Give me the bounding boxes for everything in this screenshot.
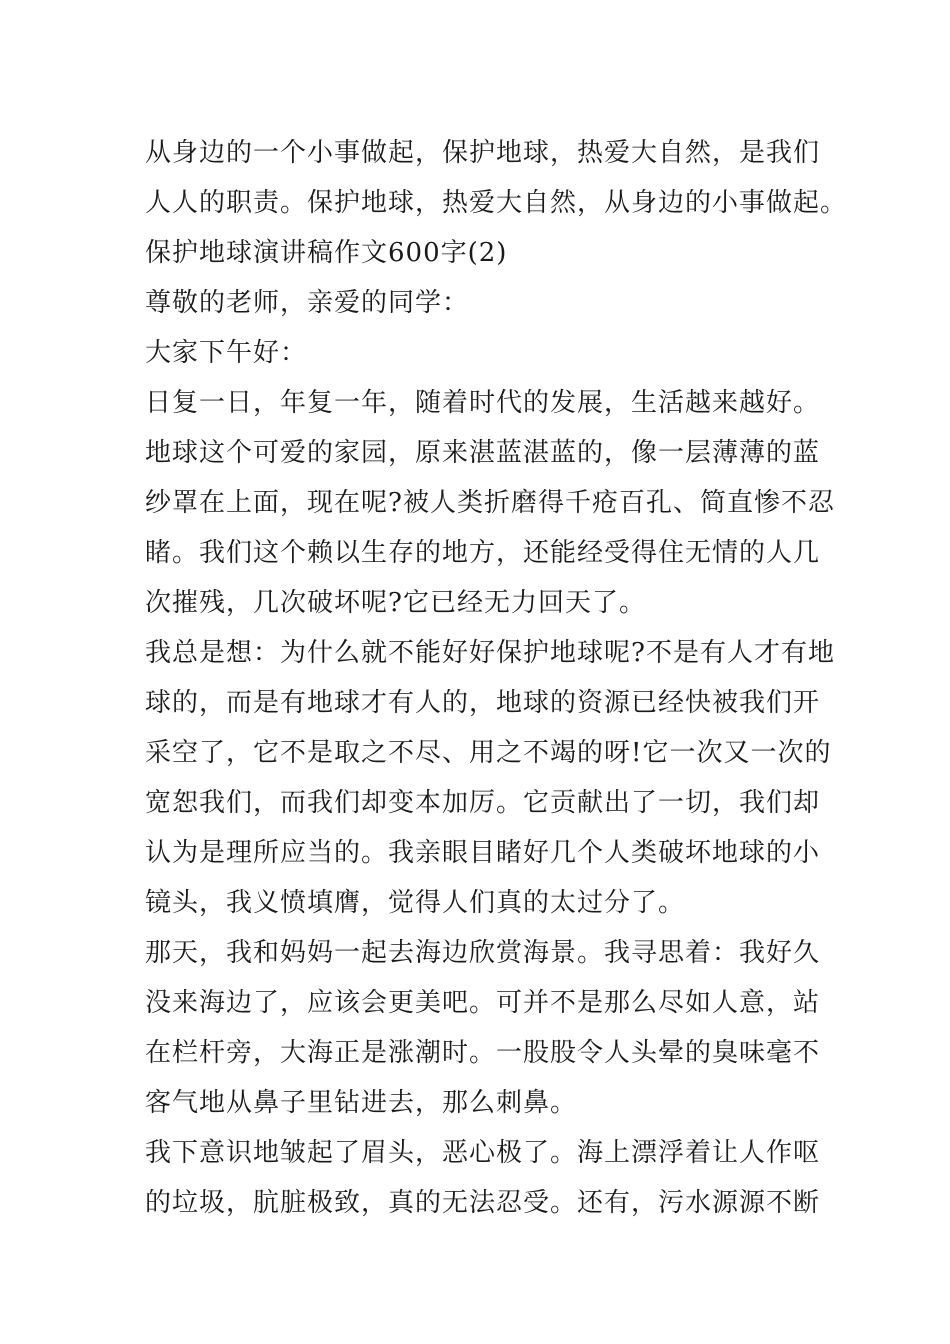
section-title: 保护地球演讲稿作文600字(2) (145, 238, 508, 268)
paragraph-line: 客气地从鼻子里钻进去，那么刺鼻。 (145, 1088, 578, 1118)
paragraph-line: 没来海边了，应该会更美吧。可并不是那么尽如人意，站 (145, 988, 821, 1018)
paragraph-line: 的垃圾，肮脏极致，真的无法忍受。还有，污水源源不断 (145, 1188, 821, 1218)
paragraph-line: 我下意识地皱起了眉头，恶心极了。海上漂浮着让人作呕 (145, 1138, 821, 1168)
paragraph-line: 从身边的一个小事做起，保护地球，热爱大自然，是我们 (145, 138, 821, 168)
paragraph-line: 日复一日，年复一年，随着时代的发展，生活越来越好。 (145, 388, 821, 418)
paragraph-line: 镜头，我义愤填膺，觉得人们真的太过分了。 (145, 888, 686, 918)
paragraph-line: 睹。我们这个赖以生存的地方，还能经受得住无情的人几 (145, 538, 821, 568)
document-body (145, 128, 848, 1228)
greeting: 大家下午好： (145, 338, 308, 368)
paragraph-line: 在栏杆旁，大海正是涨潮时。一股股令人头晕的臭味毫不 (145, 1038, 821, 1068)
paragraph-line: 纱罩在上面，现在呢?被人类折磨得千疮百孔、简直惨不忍 (145, 488, 835, 518)
paragraph-line: 宽恕我们，而我们却变本加厉。它贡献出了一切，我们却 (145, 788, 821, 818)
paragraph-line: 认为是理所应当的。我亲眼目睹好几个人类破坏地球的小 (145, 838, 821, 868)
salutation: 尊敬的老师，亲爱的同学： (145, 288, 470, 318)
paragraph-line: 球的，而是有地球才有人的，地球的资源已经快被我们开 (145, 688, 821, 718)
paragraph-line: 次摧残，几次破坏呢?它已经无力回天了。 (145, 588, 646, 618)
paragraph-line: 人人的职责。保护地球，热爱大自然，从身边的小事做起。 (145, 188, 848, 218)
paragraph-line: 那天，我和妈妈一起去海边欣赏海景。我寻思着：我好久 (145, 938, 821, 968)
paragraph-line: 地球这个可爱的家园，原来湛蓝湛蓝的，像一层薄薄的蓝 (145, 438, 821, 468)
paragraph-line: 采空了，它不是取之不尽、用之不竭的呀!它一次又一次的 (145, 738, 832, 768)
paragraph-line: 我总是想：为什么就不能好好保护地球呢?不是有人才有地 (145, 638, 835, 668)
